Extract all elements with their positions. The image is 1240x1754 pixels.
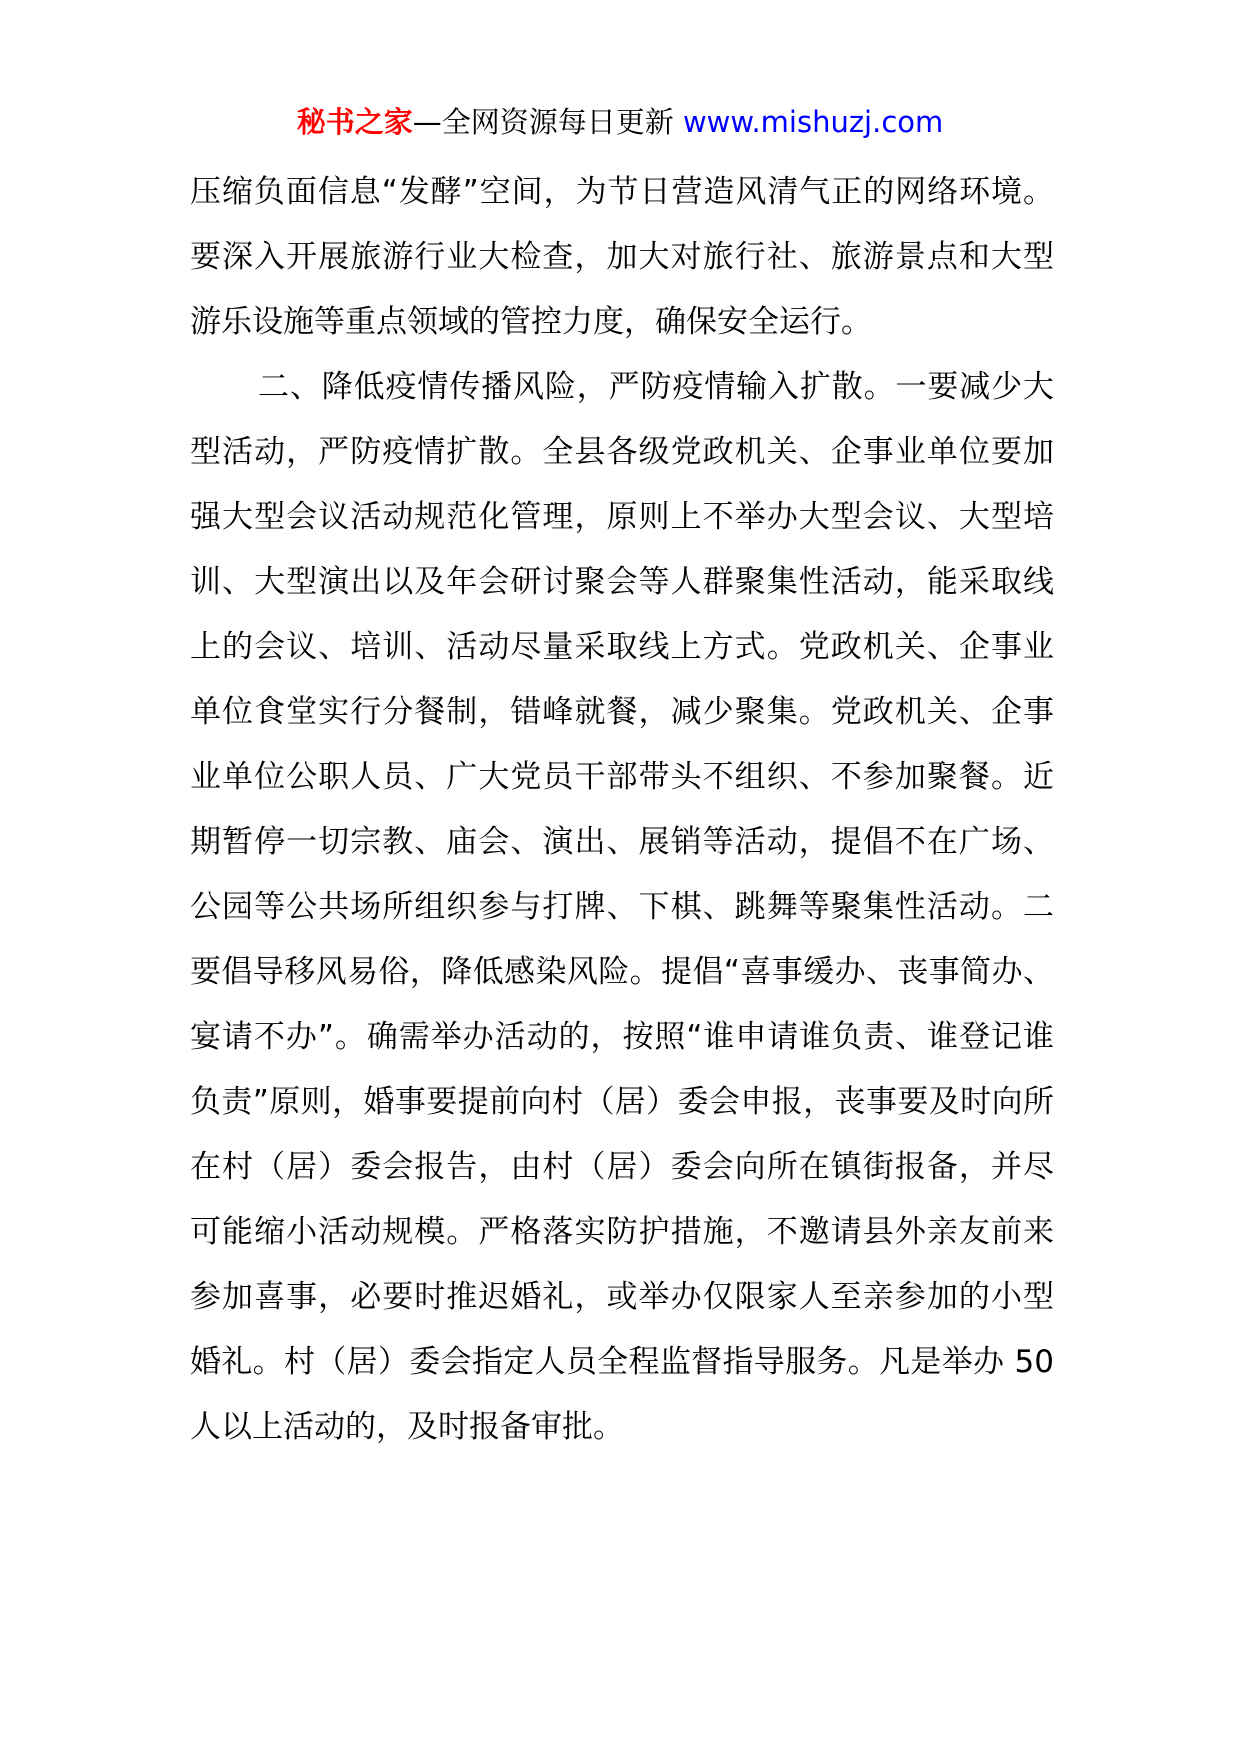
paragraph-1: 压缩负面信息“发酵”空间，为节日营造风清气正的网络环境。要深入开展旅游行业大检查，加大对旅行社、旅游景点和大型游乐设施等重点领域的管控力度，确保安全运行。 <box>190 174 1054 340</box>
section-heading: 二、降低疫情传播风险，严防疫情输入扩散。 <box>258 369 896 405</box>
page-header <box>0 100 1240 144</box>
header-slogan: —全网资源每日更新 <box>412 105 683 139</box>
brand-name: 秘书之家 <box>296 105 413 139</box>
document-body <box>190 160 1054 1460</box>
paragraph-2 <box>190 355 1054 1460</box>
paragraph-2-body: 一要减少大型活动，严防疫情扩散。全县各级党政机关、企事业单位要加强大型会议活动规范化管理，原则上不举办大型会议、大型培训、大型演出以及年会研讨聚会等人群聚集性活动，能采取线上的会议、培训、活动尽量采取线上方式。党政机关、企事业单位食堂实行分餐制，错峰就餐，减少聚集。党政机关、企事业单位公职人员、广大党员干部带头不组织、不参加聚餐。近期暂停一切宗教、庙会、演出、展销等活动，提倡不在广场、公园等公共场所组织参与打牌、下棋、跳舞等聚集性活动。二要倡导移风易俗，降低感染风险。提倡“喜事缓办、丧事简办、宴请不办”。确需举办活动的，按照“谁申请谁负责、谁登记谁负责”原则，婚事要提前向村（居）委会申报，丧事要及时向所在村（居）委会报告，由村（居）委会向所在镇街报备，并尽可能缩小活动规模。严格落实防护措施，不邀请县外亲友前来参加喜事，必要时推迟婚礼，或举办仅限家人至亲参加的小型婚礼。村（居）委会指定人员全程监督指导服务。凡是举办 50 人以上活动的，及时报备审批。 <box>190 369 1054 1445</box>
site-link[interactable]: www.mishuzj.com <box>682 105 944 139</box>
